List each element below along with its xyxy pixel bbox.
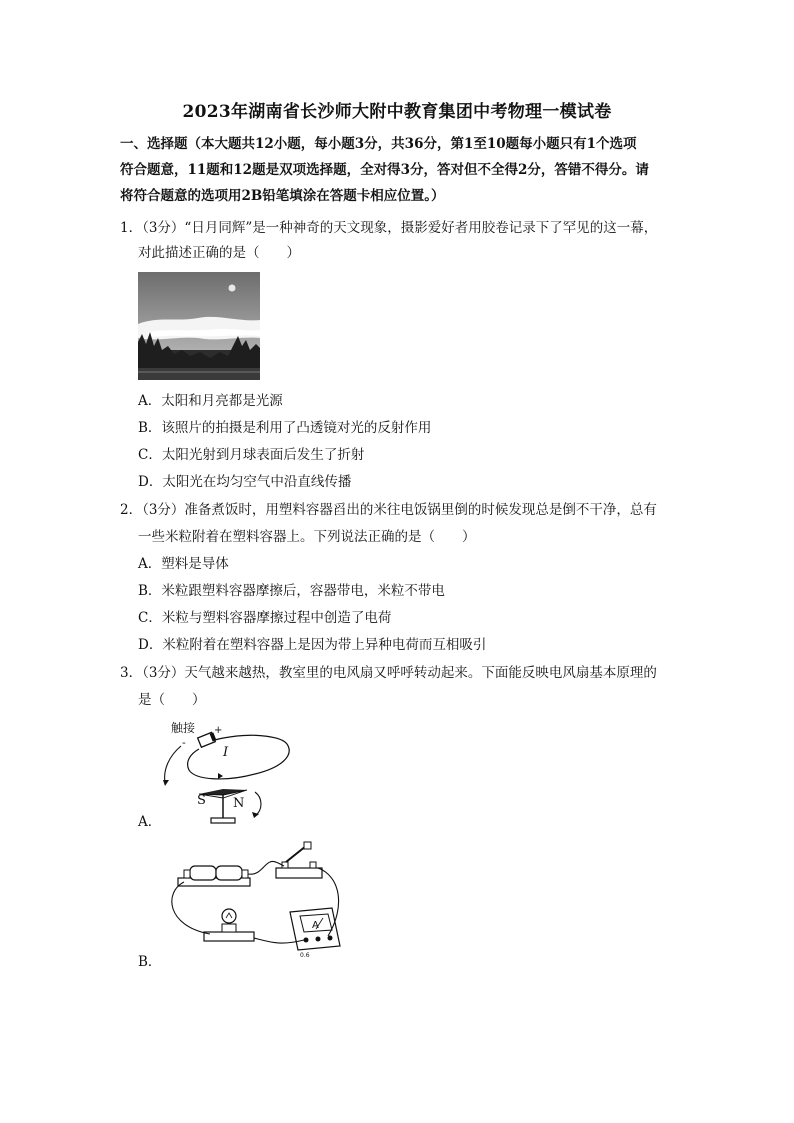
minus-label: -	[182, 736, 186, 749]
q2-option-c: C．米粒与塑料容器摩擦过程中创造了电荷	[138, 610, 392, 626]
circuit-wire-2	[172, 882, 210, 934]
touch-label: 触接	[171, 721, 196, 735]
q3-option-a: A．	[138, 814, 162, 830]
section-intro-line-3: 将符合题意的选项用2B铅笔填涂在答题卡相应位置。）	[120, 188, 445, 204]
q1-option-a: A．太阳和月亮都是光源	[138, 393, 283, 409]
sun-moon-photo	[138, 272, 260, 380]
south-label: S	[197, 793, 206, 808]
q3-stem-line-1: 3．（3分）天气越来越热，教室里的电风扇又呼呼转动起来。下面能反映电风扇基本原理的	[120, 665, 657, 681]
rotation-arrow-left-icon	[165, 746, 181, 782]
q3-stem-line-2: 是（ ）	[138, 692, 206, 708]
section-intro-line-2: 符合题意，11题和12题是双项选择题，全对得3分，答对但不全得2分，答错不得分。请	[120, 162, 649, 178]
q1-stem-line-1: 1．（3分）“日月同辉”是一种神奇的天文现象，摄影爱好者用胶卷记录下了罕见的这一幕，	[120, 220, 658, 236]
ammeter-icon	[290, 908, 340, 959]
current-label: I	[223, 745, 229, 760]
q1-option-c: C．太阳光射到月球表面后发生了折射	[138, 447, 365, 463]
plus-label: +	[214, 725, 223, 736]
knife-switch-icon	[276, 842, 322, 878]
north-label: N	[233, 796, 245, 811]
q2-stem-line-1: 2．（3分）准备煮饭时，用塑料容器舀出的米往电饭锅里倒的时候发现总是倒不干净，总有	[120, 502, 657, 518]
q2-stem-line-2: 一些米粒附着在塑料容器上。下列说法正确的是（ ）	[138, 529, 476, 545]
q2-option-b: B．米粒跟塑料容器摩擦后，容器带电，米粒不带电	[138, 583, 445, 599]
ammeter-terminal-label: 0.6	[300, 952, 310, 959]
exam-title: 2023年湖南省长沙师大附中教育集团中考物理一模试卷	[182, 102, 612, 122]
battery-icon	[198, 732, 217, 747]
bulb-holder-icon	[204, 909, 254, 941]
section-intro-line-1: 一、选择题（本大题共12小题，每小题3分，共36分，第1至10题每小题只有1个选项	[120, 136, 637, 152]
q1-stem-line-2: 对此描述正确的是（ ）	[138, 245, 300, 261]
q1-option-b: B．该照片的拍摄是利用了凸透镜对光的反射作用	[138, 420, 432, 436]
current-arrow-icon	[218, 773, 223, 779]
circuit-experiment-figure	[160, 836, 360, 960]
rotation-arrow-right-icon	[255, 792, 261, 816]
battery-holder-icon	[178, 866, 250, 886]
q1-option-d: D．太阳光在均匀空气中沿直线传播	[138, 474, 352, 490]
oersted-experiment-figure	[155, 716, 300, 828]
q2-option-d: D．米粒附着在塑料容器上是因为带上异种电荷而互相吸引	[138, 637, 487, 653]
q2-option-a: A．塑料是导体	[138, 556, 229, 572]
ammeter-label: A	[312, 920, 319, 931]
q3-option-b: B．	[138, 954, 162, 970]
